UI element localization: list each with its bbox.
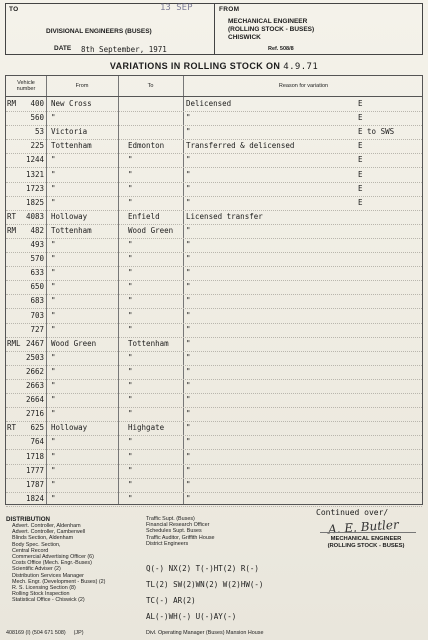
table-row — [6, 280, 422, 295]
vehicle-number: 1321 — [25, 169, 44, 179]
reason-cell: " — [186, 324, 191, 334]
vehicle-number: 2662 — [25, 366, 44, 376]
to-cell: Enfield — [128, 211, 160, 221]
to-cell: " — [128, 155, 133, 165]
table-row — [6, 351, 422, 366]
manager-line: Divl. Operating Manager (Buses) Mansion House — [146, 630, 264, 636]
distribution-item: Rolling Stock Inspection — [12, 591, 70, 598]
from-cell: " — [51, 479, 56, 489]
distribution-item: Financial Research Officer — [146, 522, 210, 529]
table-row — [6, 210, 422, 225]
vehicle-number: 2503 — [25, 352, 44, 362]
vehicle-number: 53 — [34, 127, 44, 137]
to-cell: " — [128, 324, 133, 334]
reason-cell: " — [186, 409, 191, 419]
vehicle-number: 493 — [30, 240, 44, 249]
vehicle-number: 650 — [30, 282, 44, 292]
from-cell: " — [51, 183, 56, 193]
reason-cell: " — [186, 310, 191, 320]
reason-cell: " — [186, 451, 191, 461]
col-header-to: To — [147, 83, 154, 89]
to-label: TO — [9, 6, 19, 13]
vehicle-number: 2663 — [25, 381, 44, 390]
to-recipient: DIVISIONAL ENGINEERS (BUSES) — [46, 28, 152, 35]
from-cell: New Cross — [51, 99, 92, 108]
reason-cell: " — [186, 225, 191, 235]
table-row — [6, 309, 422, 324]
variations-table — [5, 75, 423, 505]
table-row — [6, 139, 422, 154]
continued-note: Continued over/ — [316, 508, 389, 517]
to-cell: " — [128, 254, 133, 264]
header-box — [5, 3, 423, 55]
to-cell: " — [128, 437, 133, 447]
code-line: Q(-) NX(2) T(-)HT(2) R(-) — [146, 564, 259, 573]
reason-cell: Delicensed — [186, 99, 232, 108]
vehicle-number: 1244 — [25, 155, 44, 165]
vehicle-type: RT — [7, 423, 17, 433]
from-cell: Wood Green — [51, 338, 97, 348]
page-title: VARIATIONS IN ROLLING STOCK ON 4.9.71 — [109, 61, 319, 72]
from-cell: " — [51, 197, 56, 207]
to-cell: " — [128, 310, 133, 320]
from-line-1: MECHANICAL ENGINEER — [228, 18, 308, 25]
code-cell: E — [358, 155, 363, 165]
date-label: DATE — [54, 45, 72, 52]
to-cell: " — [128, 409, 133, 419]
reference: Ref. 508/8 — [268, 46, 294, 52]
to-cell: " — [128, 240, 133, 249]
from-cell: " — [51, 352, 56, 362]
reason-cell: " — [186, 366, 191, 376]
reason-cell: " — [186, 395, 191, 405]
vehicle-number: 225 — [30, 141, 44, 151]
code-line: AL(-)WH(-) U(-)AY(-) — [146, 612, 237, 621]
table-row — [6, 266, 422, 281]
vehicle-type: RM — [7, 99, 17, 108]
col-header-from: From — [75, 83, 89, 89]
distribution-item: Blinds Section, Aldenham — [12, 535, 74, 542]
reason-cell: " — [186, 465, 191, 475]
to-cell: " — [128, 183, 133, 193]
from-cell: Victoria — [51, 127, 88, 137]
from-cell: " — [51, 169, 56, 179]
table-row — [6, 182, 422, 197]
to-cell: " — [128, 169, 133, 179]
reason-cell: " — [186, 479, 191, 489]
vehicle-number: 1723 — [25, 183, 44, 193]
title-date: 4.9.71 — [283, 62, 319, 72]
table-row — [6, 379, 422, 394]
from-cell: " — [51, 395, 56, 405]
distribution-item: Statistical Office - Chiswick (2) — [12, 597, 85, 604]
from-cell: " — [51, 282, 56, 292]
reason-cell: " — [186, 254, 191, 264]
vehicle-number: 2664 — [25, 395, 44, 405]
to-cell: " — [128, 352, 133, 362]
table-row — [6, 252, 422, 267]
vehicle-number: 570 — [30, 254, 44, 264]
table-row — [6, 435, 422, 450]
reason-cell: Transferred & delicensed — [186, 141, 295, 151]
to-cell: Edmonton — [128, 141, 165, 151]
from-cell: " — [51, 465, 56, 475]
vehicle-number: 1777 — [25, 465, 44, 475]
table-row — [6, 294, 422, 309]
vehicle-number: 2467 — [25, 338, 44, 348]
vehicle-number: 703 — [30, 310, 44, 320]
reason-cell: " — [186, 296, 191, 306]
reason-cell: " — [186, 352, 191, 362]
distribution-item: Traffic Auditor, Griffith House — [146, 534, 215, 541]
code-cell: E to SWS — [358, 127, 395, 137]
garage-codes — [146, 561, 263, 625]
code-cell: E — [358, 183, 363, 193]
code-cell: E — [358, 113, 363, 123]
to-cell: " — [128, 479, 133, 489]
from-cell: " — [51, 310, 56, 320]
distribution-item: Schedules Supt. Buses — [146, 528, 202, 535]
from-cell: Holloway — [51, 211, 88, 221]
reason-cell: Licensed transfer — [186, 211, 263, 221]
from-cell: " — [51, 155, 56, 165]
table-row — [6, 450, 422, 465]
table-row — [6, 492, 422, 507]
reason-cell: " — [186, 338, 191, 348]
distribution-item: District Engineers — [146, 540, 189, 547]
from-cell: " — [51, 240, 56, 249]
distribution-item: R. S. Licensing Section (8) — [12, 585, 76, 592]
vehicle-number: 2716 — [25, 409, 44, 419]
from-cell: " — [51, 113, 56, 123]
from-cell: Holloway — [51, 423, 88, 433]
distribution-item: Traffic Supt. (Buses) — [146, 516, 195, 522]
vehicle-number: 727 — [30, 324, 44, 334]
table-row — [6, 393, 422, 408]
table-row — [6, 464, 422, 479]
distribution-item: Advert. Controller, Camberwell — [12, 529, 86, 536]
table-row — [6, 168, 422, 183]
code-line: TL(2) SW(2)WN(2) W(2)HW(-) — [146, 580, 264, 589]
reason-cell: " — [186, 437, 191, 447]
date-value: 8th September, 1971 — [81, 45, 167, 54]
table-row — [6, 478, 422, 493]
table-row — [6, 407, 422, 422]
table-row — [6, 153, 422, 168]
to-cell: " — [128, 493, 133, 503]
vehicle-type: RM — [7, 225, 17, 235]
vehicle-type: RML — [7, 338, 21, 348]
to-cell: " — [128, 395, 133, 405]
distribution-list-left — [12, 523, 105, 604]
distribution-item: Central Record — [12, 547, 49, 554]
to-cell: " — [128, 268, 133, 278]
from-cell: " — [51, 296, 56, 306]
vehicle-number: 764 — [30, 437, 44, 447]
code-cell: E — [358, 169, 363, 179]
form-reference: 408169 (I) (504 671 508) (JP) — [6, 630, 84, 636]
from-cell: " — [51, 409, 56, 419]
from-cell: " — [51, 366, 56, 376]
from-cell: Tottenham — [51, 225, 92, 235]
reason-cell: " — [186, 169, 191, 179]
vehicle-number: 560 — [30, 113, 44, 123]
reason-cell: " — [186, 240, 191, 249]
from-cell: " — [51, 493, 56, 503]
from-cell: " — [51, 254, 56, 264]
distribution-item: Scientific Adviser (2) — [12, 566, 61, 573]
code-cell: E — [358, 99, 363, 108]
to-cell: " — [128, 366, 133, 376]
table-row — [6, 97, 422, 112]
distribution-item: Costs Office (Mech. Engr.-Buses) — [12, 560, 92, 567]
reason-cell: " — [186, 493, 191, 503]
table-row — [6, 365, 422, 380]
code-cell: E — [358, 141, 363, 151]
distribution-item: Distribution Services Manager — [12, 572, 84, 579]
vehicle-number: 683 — [30, 296, 44, 306]
vehicle-number: 625 — [30, 423, 44, 433]
table-row — [6, 337, 422, 352]
vehicle-number: 633 — [30, 268, 44, 278]
from-cell: " — [51, 324, 56, 334]
col-header-vehicle: Vehicle number — [16, 80, 36, 92]
reason-cell: " — [186, 268, 191, 278]
to-cell: " — [128, 197, 133, 207]
reason-cell: " — [186, 155, 191, 165]
col-header-reason: Reason for variation — [278, 83, 329, 89]
from-line-2: (ROLLING STOCK - BUSES) — [228, 26, 315, 33]
from-line-3: CHISWICK — [228, 34, 261, 41]
distribution-label: DISTRIBUTION — [6, 516, 50, 523]
table-row — [6, 196, 422, 211]
vehicle-number: 1787 — [25, 479, 44, 489]
from-cell: " — [51, 268, 56, 278]
distribution-list-mid — [146, 516, 215, 547]
reason-cell: " — [186, 423, 191, 433]
reason-cell: " — [186, 113, 191, 123]
to-cell: " — [128, 465, 133, 475]
reason-cell: " — [186, 197, 191, 207]
vehicle-number: 400 — [30, 99, 44, 108]
table-row — [6, 224, 422, 239]
vehicle-number: 1825 — [25, 197, 44, 207]
from-cell: " — [51, 451, 56, 461]
distribution-item: Body Spec. Section, — [12, 541, 61, 548]
from-cell: " — [51, 437, 56, 447]
vehicle-number: 482 — [30, 225, 44, 235]
code-cell: E — [358, 197, 363, 207]
to-cell: Tottenham — [128, 338, 169, 348]
reason-cell: " — [186, 183, 191, 193]
vehicle-number: 1718 — [25, 451, 44, 461]
vehicle-number: 4083 — [25, 211, 44, 221]
reason-cell: " — [186, 127, 191, 137]
code-line: TC(-) AR(2) — [146, 596, 196, 605]
vehicle-number: 1824 — [25, 493, 44, 503]
to-cell: " — [128, 381, 133, 390]
distribution-item: Commercial Advertising Officer (6) — [12, 554, 94, 561]
table-row — [6, 111, 422, 126]
to-cell: Highgate — [128, 423, 165, 433]
table-row — [6, 421, 422, 436]
reason-cell: " — [186, 282, 191, 292]
vehicle-type: RT — [7, 211, 17, 221]
table-row — [6, 238, 422, 253]
received-stamp: 13 SEP — [160, 3, 193, 13]
to-cell: " — [128, 296, 133, 306]
from-cell: " — [51, 381, 56, 390]
signatory-title: MECHANICAL ENGINEER (ROLLING STOCK - BUSES) — [327, 536, 405, 549]
from-label: FROM — [219, 6, 240, 13]
distribution-item: Mech. Engr. (Development - Buses) (2) — [12, 578, 106, 585]
table-row — [6, 125, 422, 140]
signature: A. E. Butler — [327, 517, 400, 537]
to-cell: " — [128, 451, 133, 461]
reason-cell: " — [186, 381, 191, 390]
to-cell: Wood Green — [128, 225, 174, 235]
from-cell: Tottenham — [51, 141, 92, 151]
table-row — [6, 323, 422, 338]
to-cell: " — [128, 282, 133, 292]
distribution-item: Advert. Controller, Aldenham — [12, 523, 81, 529]
